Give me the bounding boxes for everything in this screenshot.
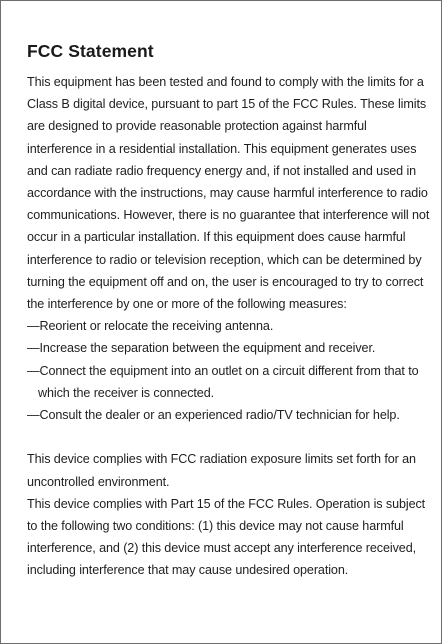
compliance-paragraph: This equipment has been tested and found to comply with the limits for a Class B digital device, pursuant to part 15 of the FCC Rules. These limits are designed to provide reasonable protection against harmful interference in a residential installation. This equipment generates uses and can radiate radio frequency energy and, if not installed and used in accordance with the instructions, may cause harmful interference to radio communications. However, there is no guarantee that interference will not occur in a particular installation. If this equipment does cause harmful interference to radio or television reception, which can be determined by turning the equipment off and on, the user is encouraged to try to correct the interference by one or more of the following measures: xyxy=(27,75,430,312)
paragraph-spacer xyxy=(27,426,433,448)
measure-item-different-circuit: —Connect the equipment into an outlet on a circuit different from that to which the receiver is connected. xyxy=(27,363,419,400)
measure-item-reorient: —Reorient or relocate the receiving antenna. xyxy=(27,319,274,334)
statement-body xyxy=(27,71,433,582)
radiation-exposure-paragraph: This device complies with FCC radiation exposure limits set forth for an uncontrolled environment. xyxy=(27,452,416,489)
measures-list xyxy=(27,315,433,426)
part15-conditions-paragraph: This device complies with Part 15 of the FCC Rules. Operation is subject to the following two conditions: (1) this device may not cause harmful interference, and (2) this device must accept any interference received, including interference that may cause undesired operation. xyxy=(27,496,426,578)
page-title: FCC Statement xyxy=(27,41,154,61)
measure-item-consult-dealer: —Consult the dealer or an experienced radio/TV technician for help. xyxy=(27,408,400,423)
measure-item-increase-separation: —Increase the separation between the equipment and receiver. xyxy=(27,341,376,356)
